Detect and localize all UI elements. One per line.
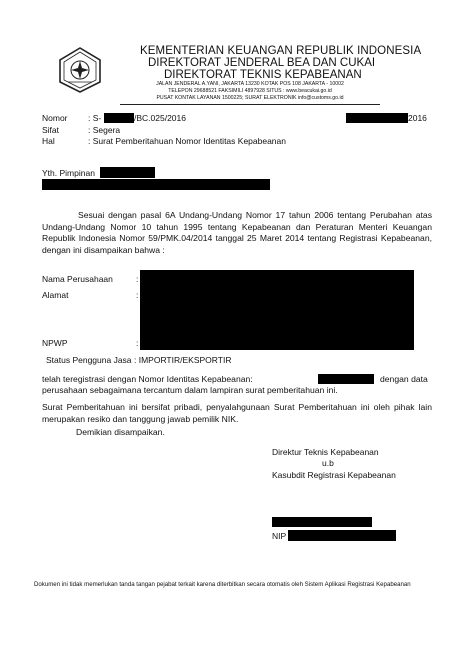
hal-label: Hal	[42, 136, 55, 146]
registered-text: telah teregistrasi dengan Nomor Identitas Kepabeanan:	[42, 374, 253, 384]
field-colon: :	[136, 338, 139, 348]
address-line: PUSAT KONTAK LAYANAN 1500225; SURAT ELEKTRONIK info@customs.go.id	[156, 95, 344, 101]
signatory-title: Direktur Teknis Kepabeanan	[272, 447, 379, 457]
nama-perusahaan-label: Nama Perusahaan	[42, 274, 113, 284]
footer-note: Dokumen ini tidak memerlukan tanda tangan pejabat terkait karena diterbitkan secara otomatis oleh Sistem Aplikasi Registrasi Kepabeanan	[34, 581, 411, 588]
nomor-label: Nomor	[42, 113, 68, 123]
nomor-suffix: /BC.025/2016	[134, 113, 186, 123]
sifat-label: Sifat	[42, 125, 60, 135]
signatory-subtitle: Kasubdit Registrasi Kepabeanan	[272, 470, 396, 480]
redacted-nip	[288, 530, 396, 541]
address-line: TELEPON 29688521 FAKSIMILI 4897928 SITUS : www.beacukai.go.id	[168, 88, 332, 94]
field-colon: :	[136, 274, 139, 284]
status-label: Status Pengguna Jasa	[46, 355, 132, 365]
intro-paragraph: Sesuai dengan pasal 6A Undang-Undang Nomor 17 tahun 2006 tentang Perubahan atas Undang-Undang Nomor 10 tahun 1995 tentang Kepabeanan dan Peraturan Menteri Keuangan Republik Indonesia Nomor 59/PMK.04/2014 tanggal 25 Maret 2014 tentang Registrasi Kepabeanan, dengan ini disampaikan bahwa :	[42, 210, 432, 255]
ministry-logo	[56, 46, 104, 94]
redacted-date	[346, 113, 408, 123]
redacted-signatory-name	[272, 517, 372, 527]
registered-text-line2: perusahaan sebagaimana tercantum dalam lampiran surat pemberitahuan ini.	[42, 385, 338, 395]
redacted-recipient-name	[100, 167, 155, 178]
hal-value: : Surat Pemberitahuan Nomor Identitas Kepabeanan	[88, 136, 286, 146]
closing-text: Demikian disampaikan.	[76, 427, 165, 437]
recipient-salutation: Yth. Pimpinan	[42, 168, 95, 178]
npwp-label: NPWP	[42, 338, 68, 348]
signatory-ub: u.b	[322, 458, 334, 468]
nip-label: NIP	[272, 531, 287, 541]
field-colon: :	[136, 290, 139, 300]
redacted-recipient-address	[42, 179, 270, 190]
ministry-title: KEMENTERIAN KEUANGAN REPUBLIK INDONESIA	[140, 45, 422, 57]
sifat-value: : Segera	[88, 125, 121, 135]
date-suffix: 2016	[408, 113, 427, 123]
address-line: JALAN JENDERAL A.YANI, JAKARTA 13230 KOTAK POS 108 JAKARTA - 10002	[156, 81, 344, 87]
directorate-general-title: DIREKTORAT JENDERAL BEA DAN CUKAI	[148, 57, 376, 69]
redacted-company-details	[140, 270, 414, 350]
directorate-title: DIREKTORAT TEKNIS KEPABEANAN	[164, 69, 362, 81]
nomor-prefix: : S-	[88, 113, 102, 123]
letterhead-divider	[120, 104, 380, 105]
registered-text-post: dengan data	[380, 374, 428, 384]
status-value: : IMPORTIR/EKSPORTIR	[134, 355, 232, 365]
alamat-label: Alamat	[42, 290, 69, 300]
redacted-number	[104, 113, 134, 123]
private-note: Surat Pemberitahuan ini bersifat pribadi, penyalahgunaan Surat Pemberitahuan ini oleh pihak lain merupakan resiko dan tanggung jawab pemilik NIK.	[42, 402, 432, 424]
redacted-nik	[318, 374, 374, 384]
